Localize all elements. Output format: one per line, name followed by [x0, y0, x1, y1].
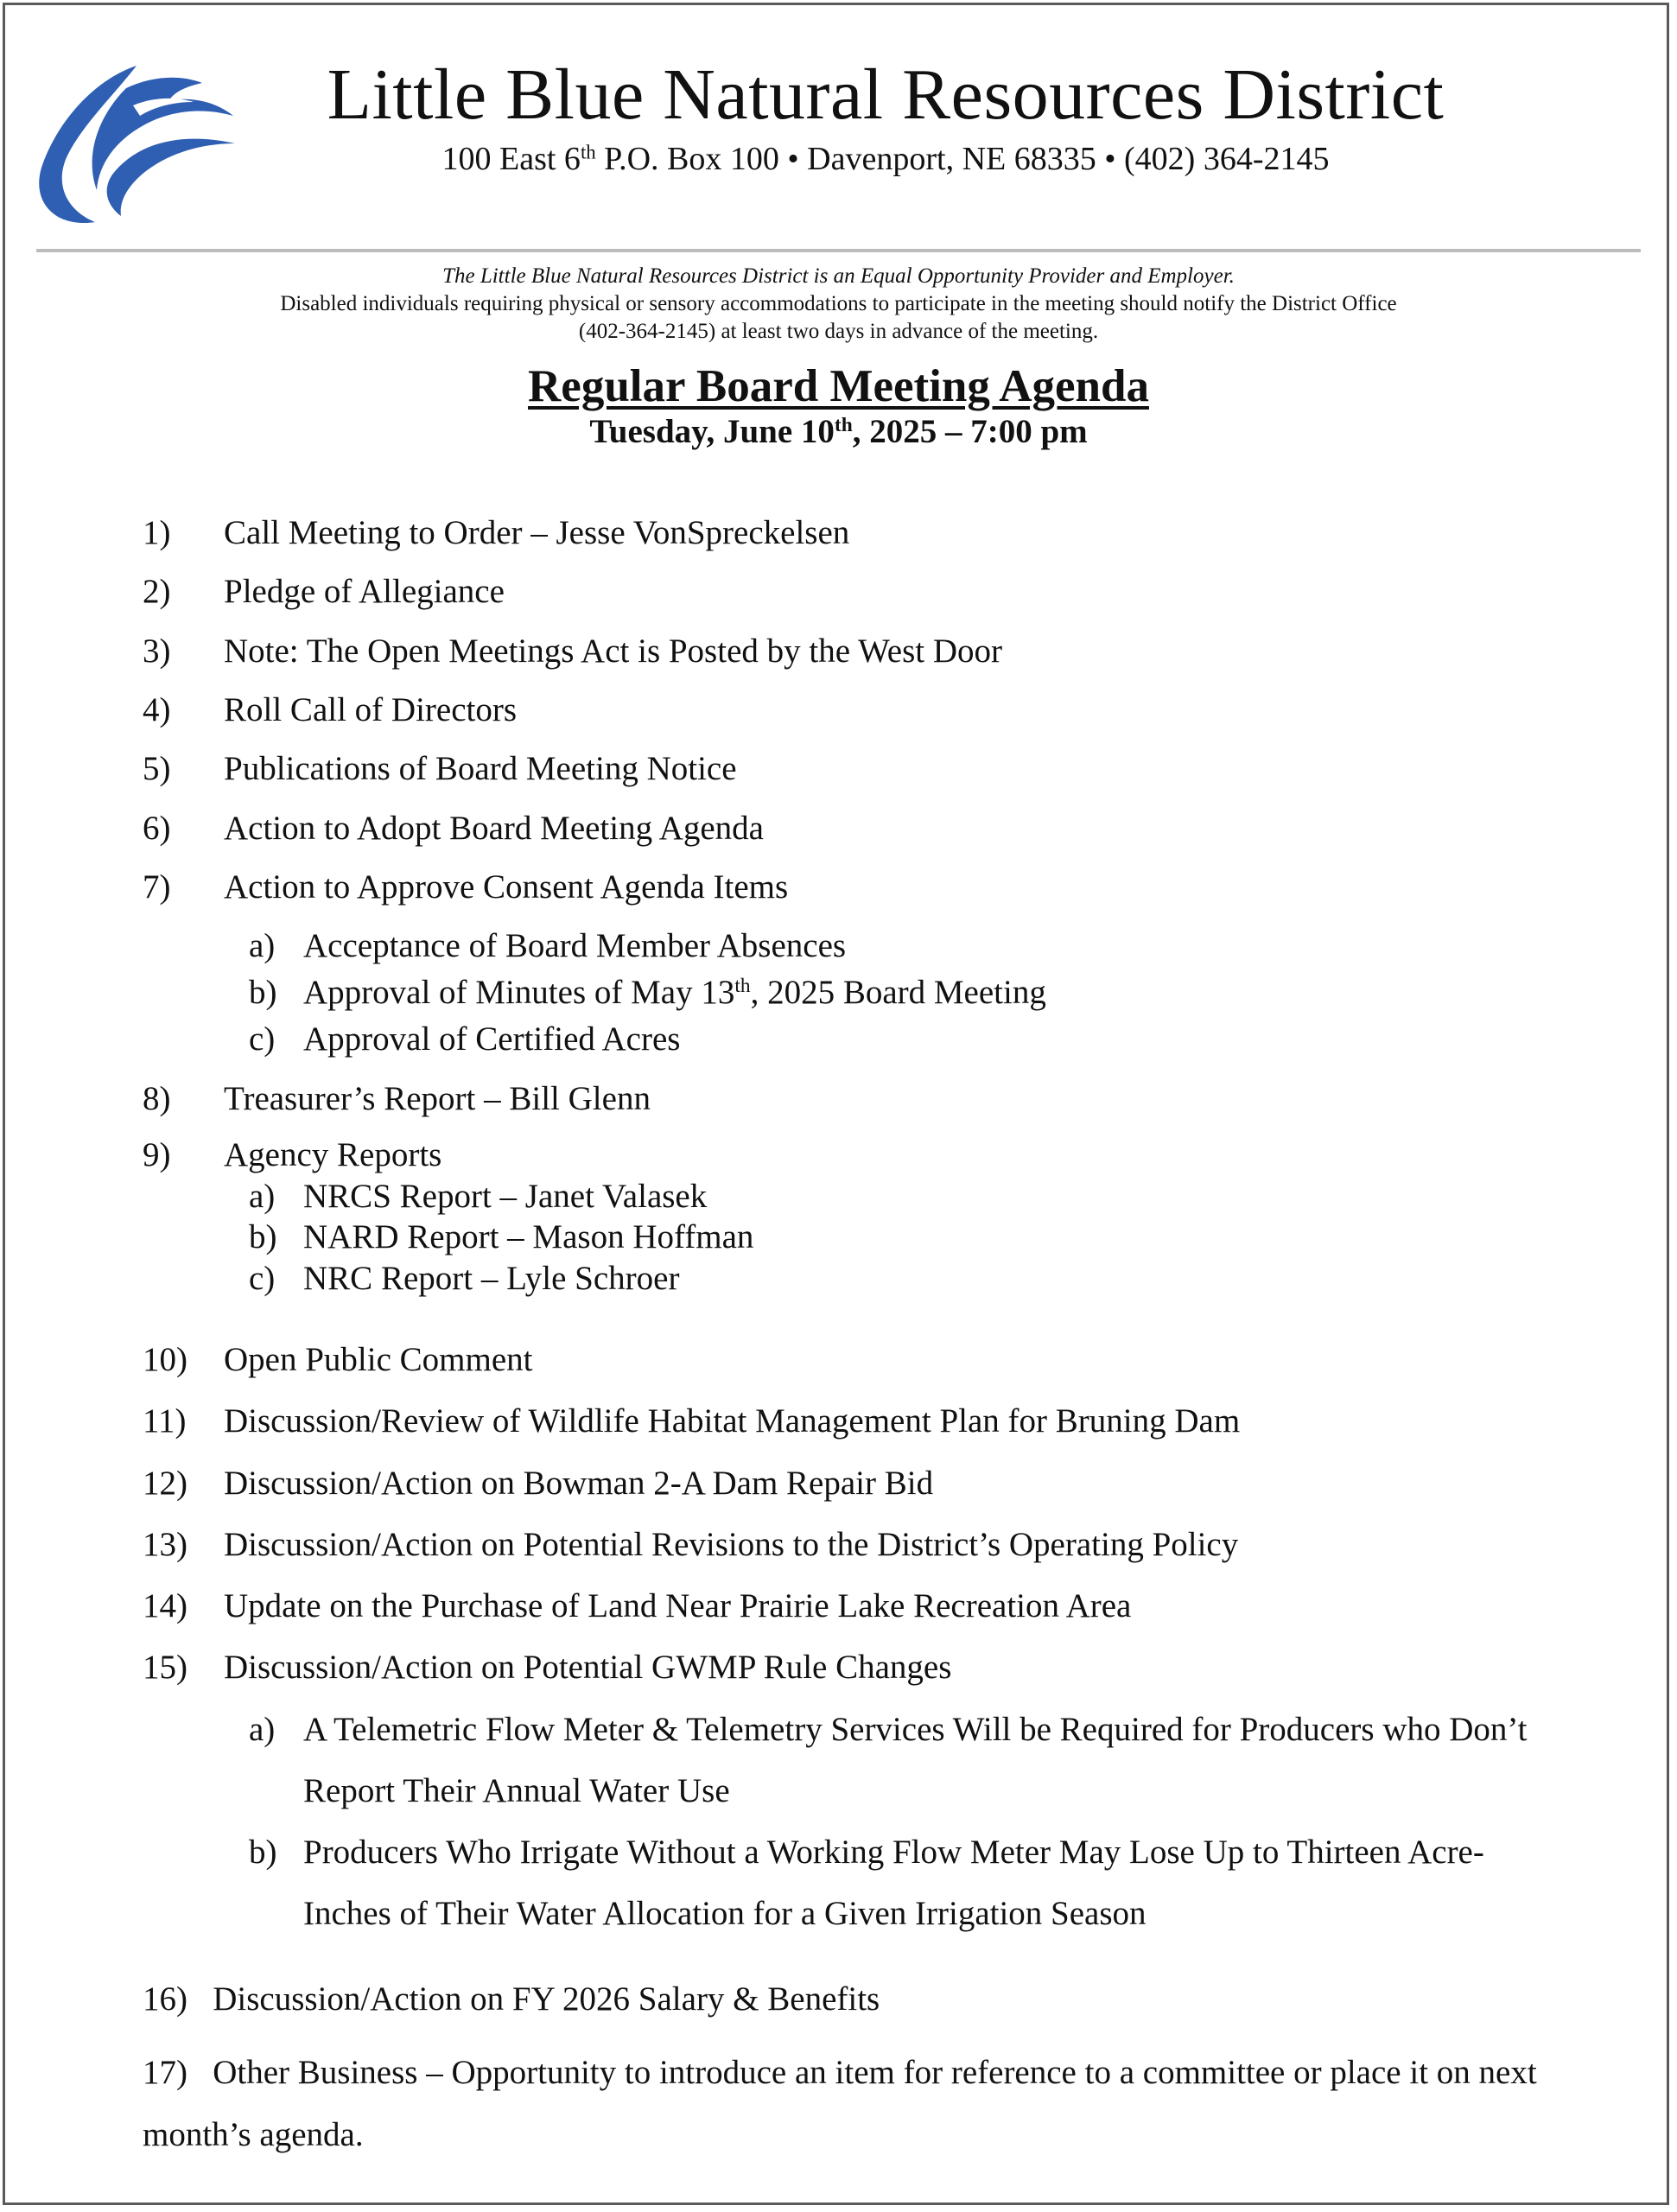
organization-address: 100 East 6th P.O. Box 100 • Davenport, NE 68335 • (402) 364-2145	[441, 141, 1330, 177]
agenda-title: Regular Board Meeting Agenda	[528, 361, 1149, 411]
equal-opportunity-statement: The Little Blue Natural Resources District is an Equal Opportunity Provider and Employer.	[442, 264, 1235, 288]
organization-name: Little Blue Natural Resources District	[327, 54, 1445, 135]
accommodation-notice: Disabled individuals requiring physical or sensory accommodations to participate in the meeting should notify the District Office (402-364-2145) at least two days in advance of the meeting.	[280, 292, 1397, 343]
agenda-item-16: 16) Discussion/Action on FY 2026 Salary & Benefits	[143, 1980, 880, 2018]
district-logo	[33, 54, 240, 235]
agenda-item-17: 17) Other Business – Opportunity to introduce an item for reference to a committee or place it on next month’s agenda.	[143, 2054, 1546, 2153]
header-divider	[36, 249, 1641, 252]
meeting-date: Tuesday, June 10th, 2025 – 7:00 pm	[589, 413, 1088, 450]
